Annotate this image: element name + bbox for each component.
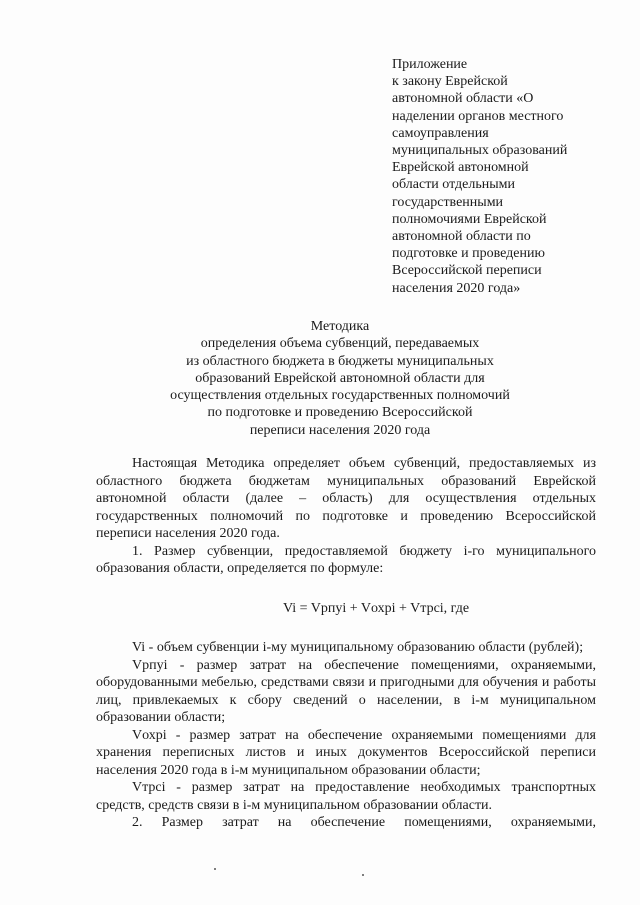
title-heading: Методика	[310, 319, 370, 334]
title-line: по подготовке и проведению Всероссийской	[207, 405, 473, 421]
scan-speck	[362, 874, 364, 876]
intro-paragraph: Настоящая Методика определяет объем субвенций, предоставляемых из областного бюджета бюджетам муниципальных образований Еврейской автономной области (далее – область) для осуществления отдельных государственных полномочий по подготовке и проведению Всероссийской переписи населения 2020 года.	[96, 456, 596, 541]
document-title	[100, 318, 580, 439]
appendix-line: наделении органов местного	[392, 108, 564, 124]
appendix-line: автономной области «О	[392, 91, 534, 107]
appendix-line: Приложение	[392, 57, 468, 72]
document-body	[96, 455, 596, 832]
title-line: определения объема субвенций, передаваемых	[200, 336, 480, 352]
title-line: из областного бюджета в бюджеты муниципальных	[186, 353, 494, 369]
appendix-line: автономной области по	[392, 229, 531, 245]
scan-speck	[214, 868, 216, 870]
appendix-line: к закону Еврейской	[392, 74, 508, 90]
title-line: переписи населения 2020 года	[249, 422, 431, 438]
definition-vi: Vi - объем субвенции i-му муниципальному образованию области (рублей);	[132, 640, 584, 655]
appendix-line: области отдельными	[392, 177, 516, 193]
title-line: образований Еврейской автономной области для	[195, 370, 485, 386]
appendix-line: государственными	[392, 194, 504, 210]
title-line: осуществления отдельных государственных полномочий	[170, 388, 510, 404]
definition-vtrs: Vтрсi - размер затрат на предоставление необходимых транспортных средств, средств связи в i-м муниципальном образовании области.	[96, 780, 596, 813]
formula: Vi = Vрпуi + Vохрi + Vтрсi, где	[282, 600, 470, 616]
appendix-line: муниципальных образований	[392, 143, 568, 159]
appendix-line: Всероссийской переписи	[392, 263, 542, 279]
appendix-line: подготовке и проведению	[392, 246, 545, 262]
point-2-paragraph: 2. Размер затрат на обеспечение помещениями, охраняемыми,	[132, 815, 596, 830]
appendix-header	[392, 56, 602, 297]
definition-vohr: Vохрi - размер затрат на обеспечение охраняемыми помещениями для хранения переписных листов и иных документов Всероссийской переписи населения 2020 года в i-м муниципальном образовании области;	[96, 727, 596, 778]
appendix-line: самоуправления	[392, 125, 489, 141]
appendix-line: Еврейской автономной	[392, 160, 529, 176]
point-1-paragraph: 1. Размер субвенции, предоставляемой бюджету i-го муниципального образования области, определяется по формуле:	[96, 543, 596, 576]
appendix-line: полномочиями Еврейской	[392, 211, 547, 227]
appendix-line: населения 2020 года»	[392, 280, 521, 296]
definition-vrpu: Vрпуi - размер затрат на обеспечение помещениями, охраняемыми, оборудованными мебелью, средствами связи и пригодными для обучения и работы лиц, привлекаемых к сбору сведений о населении, в i-м муниципальном образовании области;	[96, 657, 596, 725]
